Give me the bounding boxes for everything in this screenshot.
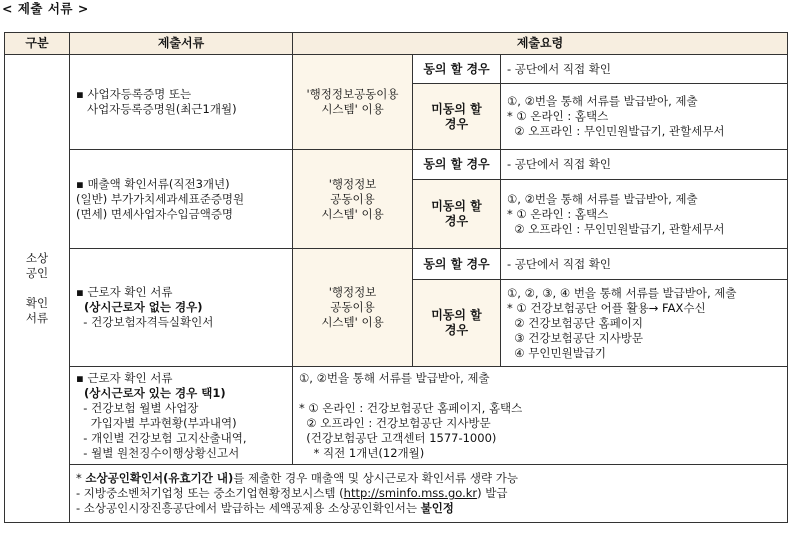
header-row bbox=[5, 33, 788, 55]
disagree-text: ①, ②, ③, ④ 번을 통해 서류를 발급받아, 제출 * ① 건강보험공단 어플 활용→ FAX수신 ② 건강보험공단 홈페이지 ③ 건강보험공단 지사방문 ④ 무인민원발급기 bbox=[501, 280, 788, 367]
system-cell: '행정정보 공동이용 시스템' 이용 bbox=[293, 150, 413, 249]
footer-line-2: - 지방중소벤처기업청 또는 중소기업현황정보시스템 (http://sminfo.mss.go.kr) 발급 bbox=[76, 486, 508, 500]
footer-line-3: - 소상공인시장진흥공단에서 발급하는 세액공제용 소상공인확인서는 불인정 bbox=[76, 501, 454, 515]
documents-cell: ▪ 근로자 확인 서류 (상시근로자 있는 경우 택1) - 건강보험 월별 사업장 가입자별 부과현황(부과내역) - 개인별 건강보험 고지산출내역, - 월별 원천징수이행상황신고서 bbox=[70, 367, 293, 465]
submission-documents-table bbox=[4, 32, 788, 523]
agree-text: - 공단에서 직접 확인 bbox=[501, 150, 788, 180]
section-title: < 제출 서류 > bbox=[2, 1, 89, 16]
disagree-label: 미동의 할 경우 bbox=[413, 180, 501, 249]
footer-line-1: * 소상공인확인서(유효기간 내)를 제출한 경우 매출액 및 상시근로자 확인서류 생략 가능 bbox=[76, 471, 518, 485]
system-cell: '행정정보공동이용 시스템' 이용 bbox=[293, 55, 413, 150]
header-method: 제출요령 bbox=[293, 33, 788, 55]
table-row bbox=[5, 249, 788, 280]
documents-cell: ▪ 매출액 확인서류(직전3개년) (일반) 부가가치세과세표준증명원 (면세) 면세사업자수입금액증명 bbox=[70, 150, 293, 249]
table-row bbox=[5, 367, 788, 465]
agree-label: 동의 할 경우 bbox=[413, 150, 501, 180]
table-row bbox=[5, 465, 788, 523]
system-cell: '행정정보 공동이용 시스템' 이용 bbox=[293, 249, 413, 367]
header-category: 구분 bbox=[5, 33, 70, 55]
table-row bbox=[5, 150, 788, 180]
disagree-label: 미동의 할 경우 bbox=[413, 280, 501, 367]
documents-cell: ▪ 사업자등록증명 또는 사업자등록증명원(최근1개월) bbox=[70, 55, 293, 150]
header-documents: 제출서류 bbox=[70, 33, 293, 55]
footer-notes bbox=[70, 465, 788, 523]
method-cell: ①, ②번을 통해 서류를 발급받아, 제출 * ① 온라인 : 건강보험공단 홈페이지, 홈택스 ② 오프라인 : 건강보험공단 지사방문 (건강보험공단 고객센터 1577-1000) * 직전 1개년(12개월) bbox=[293, 367, 788, 465]
table-row bbox=[5, 55, 788, 84]
agree-text: - 공단에서 직접 확인 bbox=[501, 55, 788, 84]
category-cell: 소상 공인 확인 서류 bbox=[5, 55, 70, 523]
documents-cell: ▪ 근로자 확인 서류 (상시근로자 없는 경우) - 건강보험자격득실확인서 bbox=[70, 249, 293, 367]
sminfo-link[interactable]: http://sminfo.mss.go.kr bbox=[343, 486, 478, 500]
disagree-text: ①, ②번을 통해 서류를 발급받아, 제출 * ① 온라인 : 홈택스 ② 오프라인 : 무인민원발급기, 관할세무서 bbox=[501, 84, 788, 150]
disagree-text: ①, ②번을 통해 서류를 발급받아, 제출 * ① 온라인 : 홈택스 ② 오프라인 : 무인민원발급기, 관할세무서 bbox=[501, 180, 788, 249]
agree-text: - 공단에서 직접 확인 bbox=[501, 249, 788, 280]
disagree-label: 미동의 할 경우 bbox=[413, 84, 501, 150]
agree-label: 동의 할 경우 bbox=[413, 249, 501, 280]
agree-label: 동의 할 경우 bbox=[413, 55, 501, 84]
